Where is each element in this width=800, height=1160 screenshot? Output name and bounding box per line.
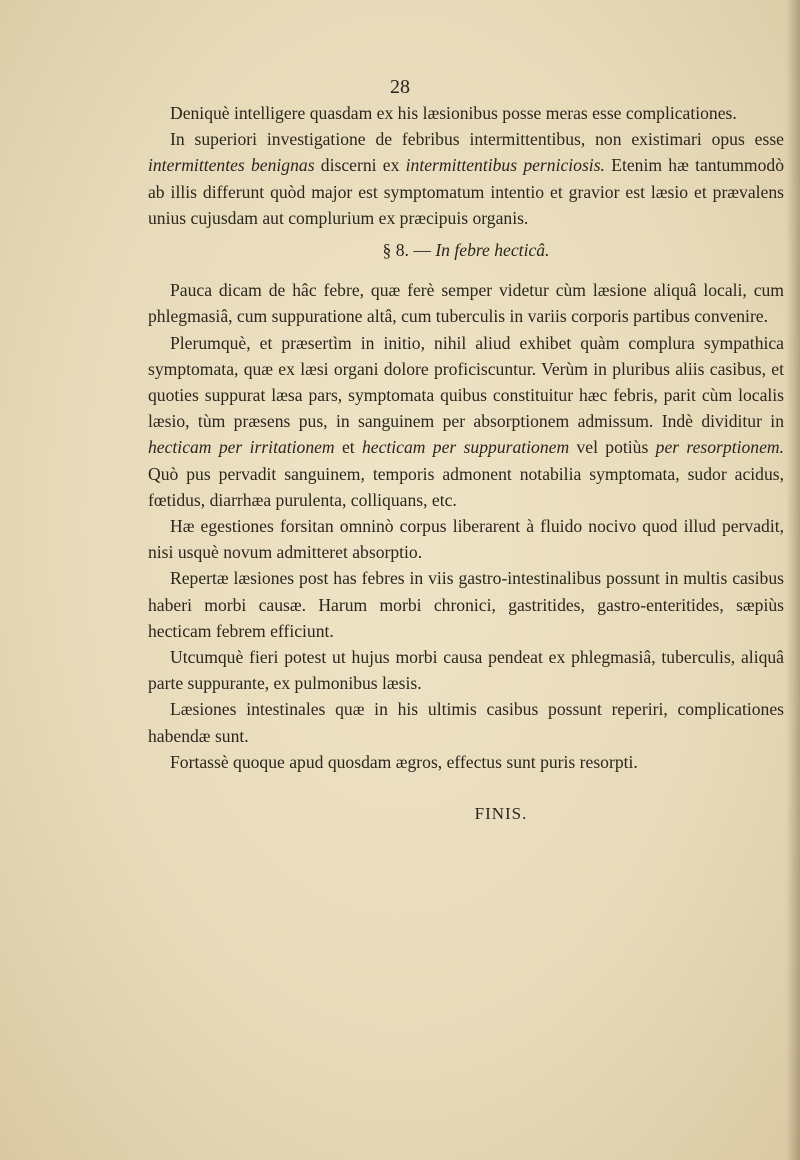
paragraph-complications: Deniquè intelligere quasdam ex his læsionibus posse meras esse complicationes. (170, 103, 737, 123)
italic-term: intermittentes benignas (148, 155, 315, 176)
text-run: Quò pus pervadit sanguinem, temporis admonent notabilia symptomata, sudor acidus, fœtidus, diarrhæa purulenta, colliquans, etc. (148, 463, 784, 510)
finis-label: FINIS. (474, 804, 528, 824)
italic-term: hecticam per suppurationem (361, 437, 570, 458)
paragraph-causes: Utcumquè fieri potest ut hujus morbi causa pendeat ex phlegmasiâ, tuberculis, aliquâ parte suppurante, ex pulmonibus læsis. (148, 647, 784, 694)
paragraph-hectic-types (148, 330, 784, 513)
page-number: 28 (390, 76, 410, 98)
text-run: In superiori investigatione de febribus intermittentibus, non existimari opus esse (170, 129, 784, 150)
paragraph-egestiones: Hæ egestiones forsitan omninò corpus liberarent à fluido nocivo quod illud pervadit, nisi usquè novum admitteret absorptio. (148, 516, 784, 563)
section-heading (148, 237, 784, 263)
section-title: In febre hecticâ. (435, 240, 550, 261)
section-number: § 8. (382, 240, 409, 261)
italic-term: hecticam per irritationem (148, 437, 335, 458)
paragraph-resorption: Fortassè quoque apud quosdam ægros, effectus sunt puris resorpti. (170, 751, 638, 772)
paragraph-intestinal-lesions: Læsiones intestinales quæ in his ultimis casibus possunt reperiri, complicationes habendæ sunt. (148, 699, 784, 746)
italic-term: per resorptionem. (655, 437, 784, 458)
italic-term: intermittentibus perniciosis. (405, 155, 605, 176)
page-edge-shadow (786, 0, 800, 1160)
text-run: Plerumquè, et præsertìm in initio, nihil aliud exhibet quàm complura sympathica symptomata, quæ ex læsi organi dolore proficiscuntur. Verùm in pluribus aliis casibus, et quoties suppurat læsa pars, symptomata quibus constituitur hæc febris, parit cùm localis læsio, tùm præsens pus, in sanguinem per absorptionem admissum. Indè dividitur in (148, 332, 784, 432)
page-body (148, 100, 784, 827)
text-run: et (334, 437, 362, 458)
text-run: discerni ex (314, 155, 406, 176)
section-dash: — (408, 240, 436, 261)
text-run: Etenim hæ tantummodò ab illis differunt quòd major est symptomatum intentio et gravior est læsio et prævalens unius cujusdam aut complurium ex præcipuis organis. (148, 155, 785, 228)
paragraph-hectic-intro: Pauca dicam de hâc febre, quæ ferè semper videtur cùm læsione aliquâ locali, cum phlegmasiâ, cum suppuratione altâ, cum tuberculis in variis corporis partibus convenire. (148, 280, 784, 327)
text-run: vel potiùs (569, 437, 656, 458)
paragraph-lesions: Repertæ læsiones post has febres in viis gastro-intestinalibus possunt in multis casibus haberi morbi causæ. Harum morbi chronici, gastritides, gastro-enteritides, sæpiùs hecticam febrem efficiunt. (148, 568, 784, 641)
paragraph-intermittent-fevers (148, 126, 784, 231)
